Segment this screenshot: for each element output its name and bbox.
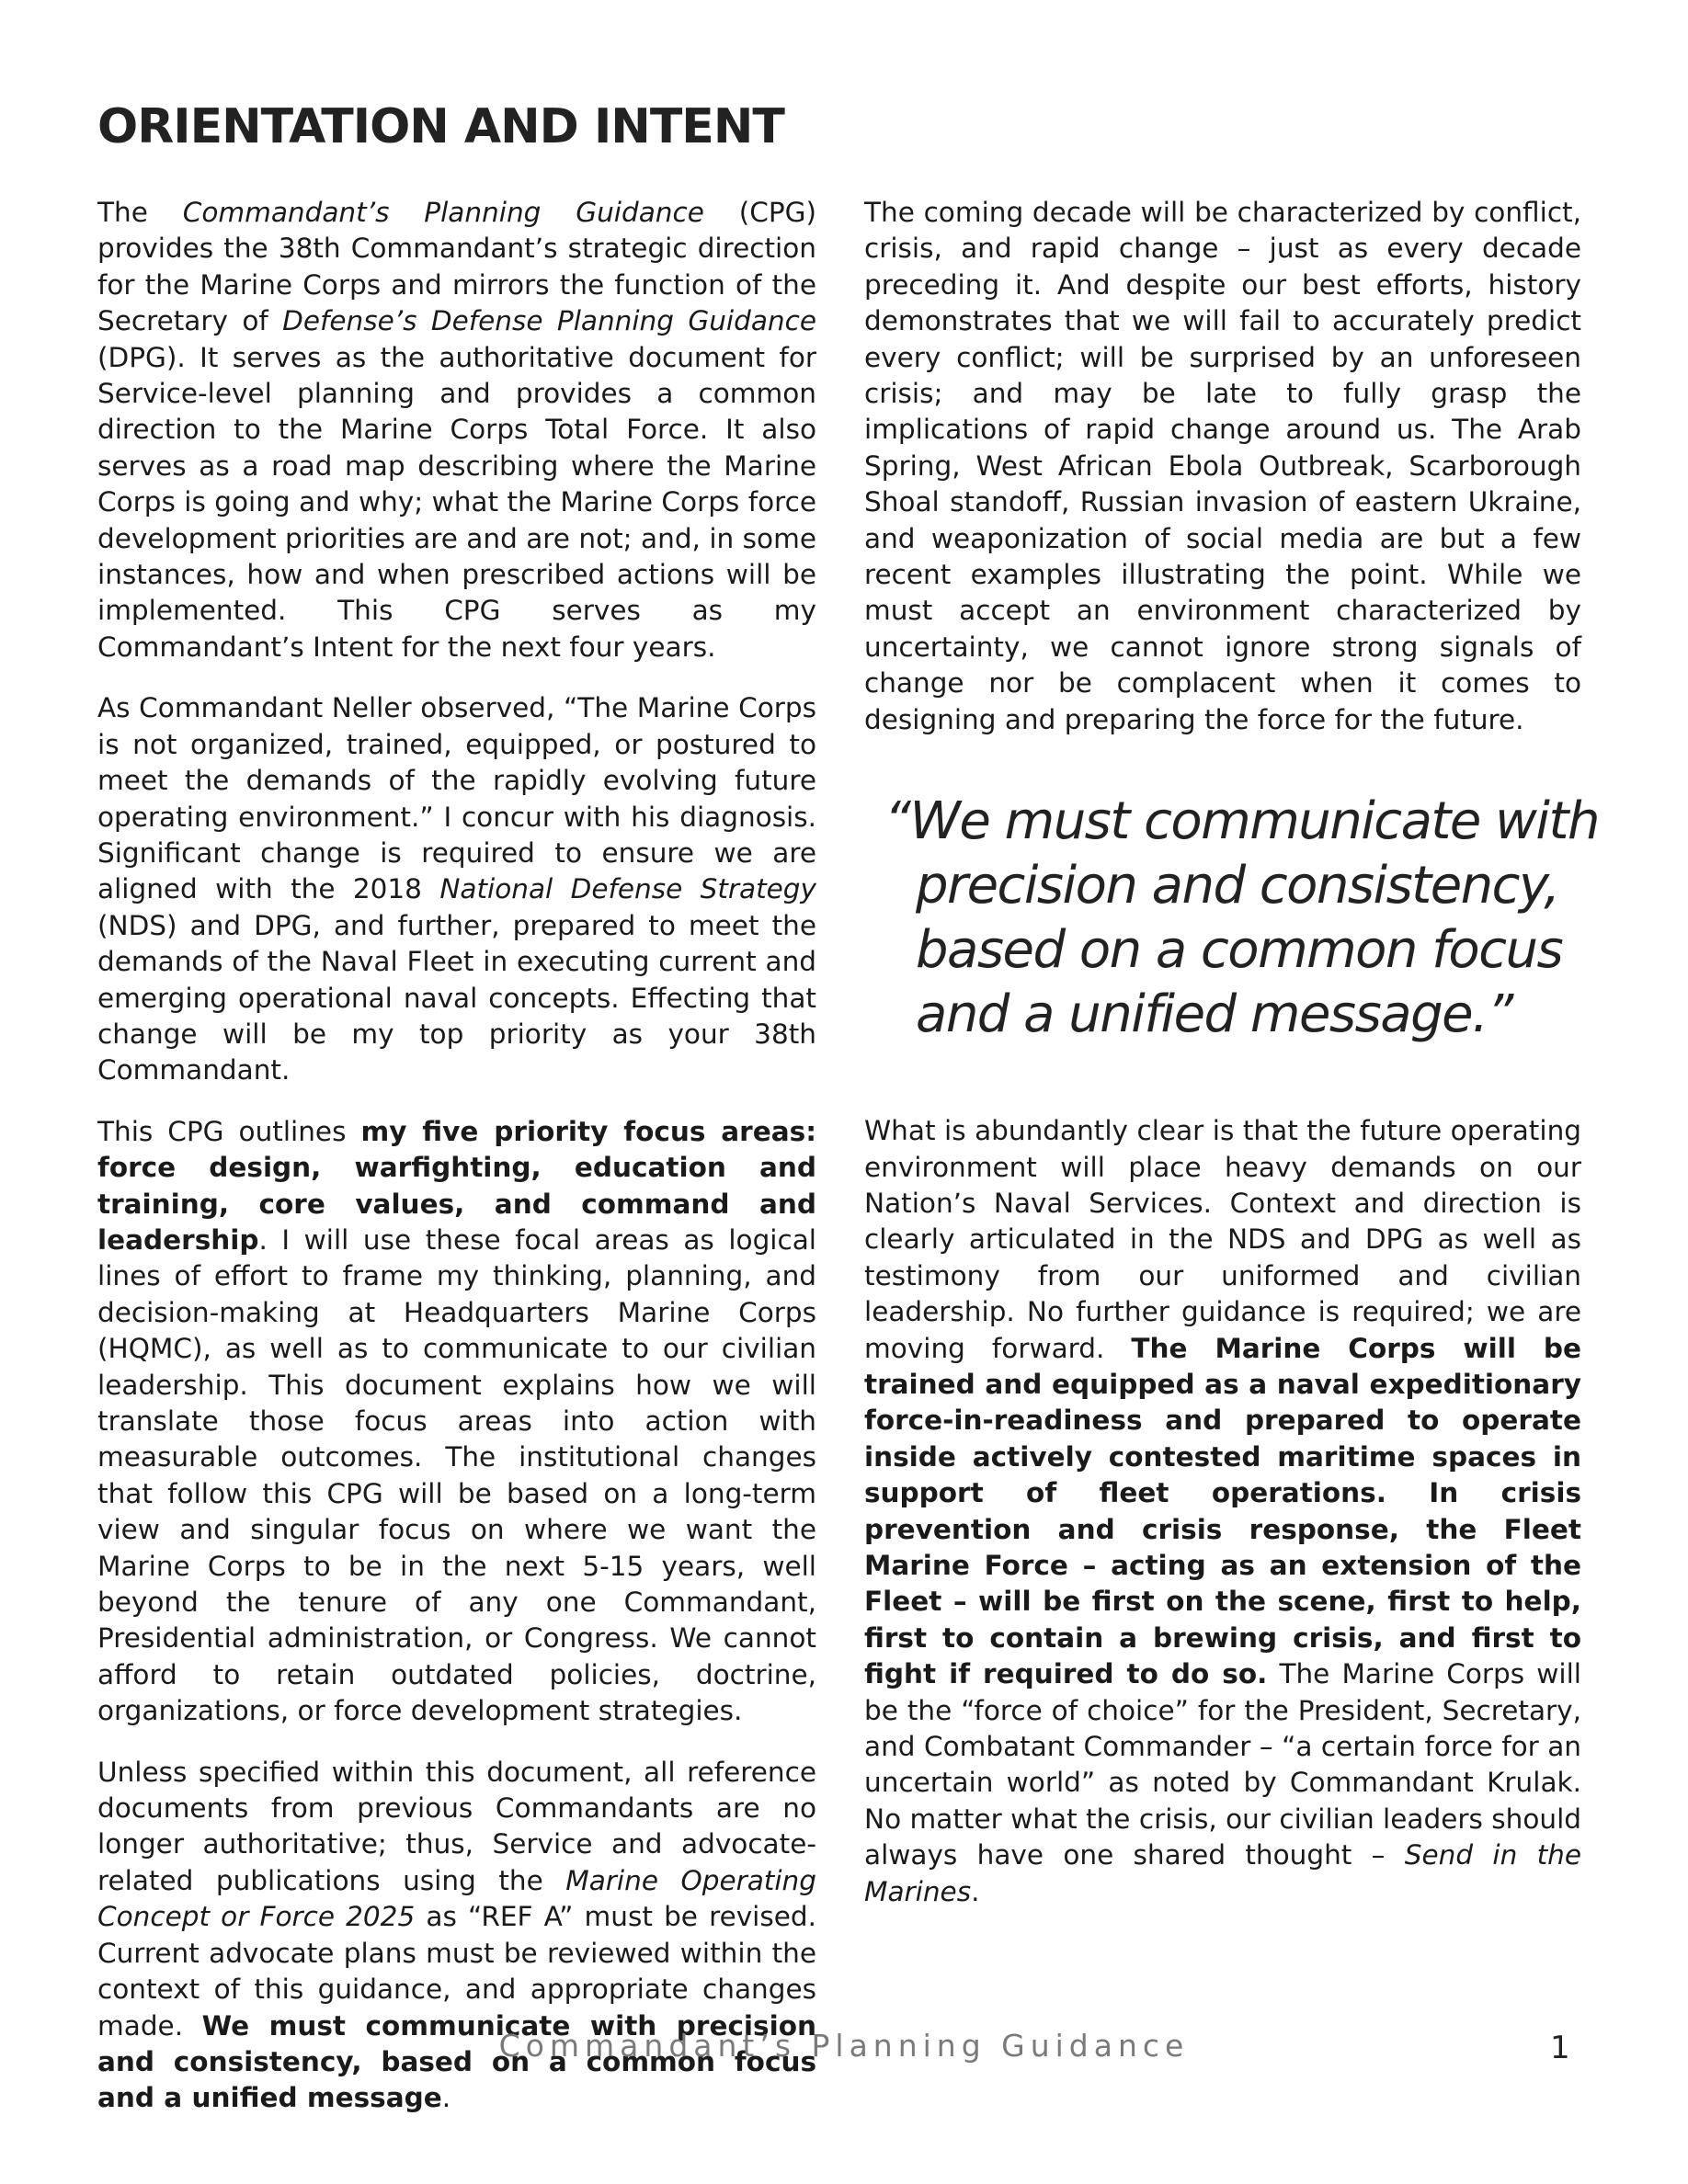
right-column <box>864 195 1599 1935</box>
paragraph-neller-quote: As Commandant Neller observed, “The Marine Corps is not organized, trained, equipped, or postured to meet the demands of the rapidly evolving future operating environment.” I concur with his diagnosis. Significant change is required to ensure we are aligned with the 2018 National Defense Strategy (NDS) and DPG, and further, prepared to meet the demands of the Naval Fleet in executing current and emerging operational naval concepts. Effecting that change will be my top priority as your 38th Commandant. <box>97 692 816 1086</box>
paragraph-future-environment: What is abundantly clear is that the future operating environment will place heavy demands on our Nation’s Naval Services. Context and direction is clearly articulated in the NDS and DPG as well as testimony from our uniformed and civilian leadership. No further guidance is required; we are moving forward. The Marine Corps will be trained and equipped as a naval expeditionary force-in-readiness and prepared to operate inside actively contested maritime spaces in support of fleet operations. In crisis prevention and crisis response, the Fleet Marine Force – acting as an extension of the Fleet – will be first on the scene, first to help, first to contain a brewing crisis, and first to fight if required to do so. The Marine Corps will be the “force of choice” for the President, Secretary, and Combatant Commander – “a certain force for an uncertain world” as noted by Commandant Krulak. No matter what the crisis, our civilian leaders should always have one shared thought – Send in the Marines. <box>864 1115 1582 1907</box>
pull-quote <box>864 790 1599 1047</box>
nds-title-italic: National Defense Strategy <box>439 873 816 905</box>
fleet-marine-force-bold: The Marine Corps will be trained and equipped as a naval expeditionary force-in-readiness and prepared to operate inside actively contested maritime spaces in support of fleet operations. In crisis prevention and crisis response, the Fleet Marine Force – acting as an extension of the Fleet – will be first on the scene, first to help, first to contain a brewing crisis, and first to fight if required to do so. <box>864 1332 1581 1690</box>
page-number: 1 <box>1550 2030 1570 2066</box>
left-column <box>97 195 816 2142</box>
pull-quote-line: and a unified message.” <box>916 984 1512 1045</box>
cpg-title-italic: Commandant’s Planning Guidance <box>182 197 704 228</box>
send-in-the-marines-italic: Send in the Marines <box>864 1839 1582 1907</box>
communicate-bold: We must communicate with precision and consistency, based on a common focus and a unified message <box>97 2009 816 2114</box>
pull-quote-line: precision and consistency, <box>916 856 1559 916</box>
running-footer-title: Commandant’s Planning Guidance <box>498 2028 1190 2064</box>
paragraph-focus-areas: This CPG outlines my five priority focus areas: force design, warfighting, education and training, core values, and command and leadership. I will use these focal areas as logical lines of effort to frame my thinking, planning, and decision-making at Headquarters Marine Corps (HQMC), as well as to communicate to our civilian leadership. This document explains how we will translate those focus areas into action with measurable outcomes. The institutional changes that follow this CPG will be based on a long-term view and singular focus on where we want the Marine Corps to be in the next 5-15 years, well beyond the tenure of any one Commandant, Presidential administration, or Congress. We cannot afford to retain outdated policies, doctrine, organizations, or force development strategies. <box>97 1115 816 1727</box>
moc-title-italic: Marine Operating Concept or Force 2025 <box>97 1864 816 1933</box>
pull-quote-line: based on a common focus <box>916 920 1563 981</box>
focus-areas-bold: my five priority focus areas: force design, warfighting, education and training, core values, and command and leadership <box>97 1115 816 1256</box>
paragraph-cpg-purpose: The Commandant’s Planning Guidance (CPG) provides the 38th Commandant’s strategic direction for the Marine Corps and mirrors the function of the Secretary of Defense’s Defense Planning Guidance (DPG). It serves as the authoritative document for Service-level planning and provides a common direction to the Marine Corps Total Force. It also serves as a road map describing where the Marine Corps is going and why; what the Marine Corps force development priorities are and are not; and, in some instances, how and when prescribed actions will be implemented. This CPG serves as my Commandant’s Intent for the next four years. <box>97 197 816 663</box>
paragraph-coming-decade: The coming decade will be characterized by conflict, crisis, and rapid change – just as every decade preceding it. And despite our best efforts, history demonstrates that we will fail to accurately predict every conflict; will be surprised by an unforeseen crisis; and may be late to fully grasp the implications of rapid change around us. The Arab Spring, West African Ebola Outbreak, Scarborough Shoal standoff, Russian invasion of eastern Ukraine, and weaponization of social media are but a few recent examples illustrating the point. While we must accept an environment characterized by uncertainty, we cannot ignore strong signals of change nor be complacent when it comes to designing and preparing the force for the future. <box>864 197 1581 735</box>
dpg-title-italic: Defense’s Defense Planning Guidance <box>282 305 816 337</box>
page-title: ORIENTATION AND INTENT <box>97 99 784 154</box>
paragraph-reference-documents: Unless specified within this document, all reference documents from previous Commandants are no longer authoritative; thus, Service and advocate-related publications using the Marine Operating Concept or Force 2025 as “REF A” must be revised. Current advocate plans must be reviewed within the context of this guidance, and appropriate changes made. We must communicate with precision and consistency, based on a common focus and a unified message. <box>97 1756 816 2114</box>
pull-quote-line: “We must communicate with <box>884 791 1599 852</box>
